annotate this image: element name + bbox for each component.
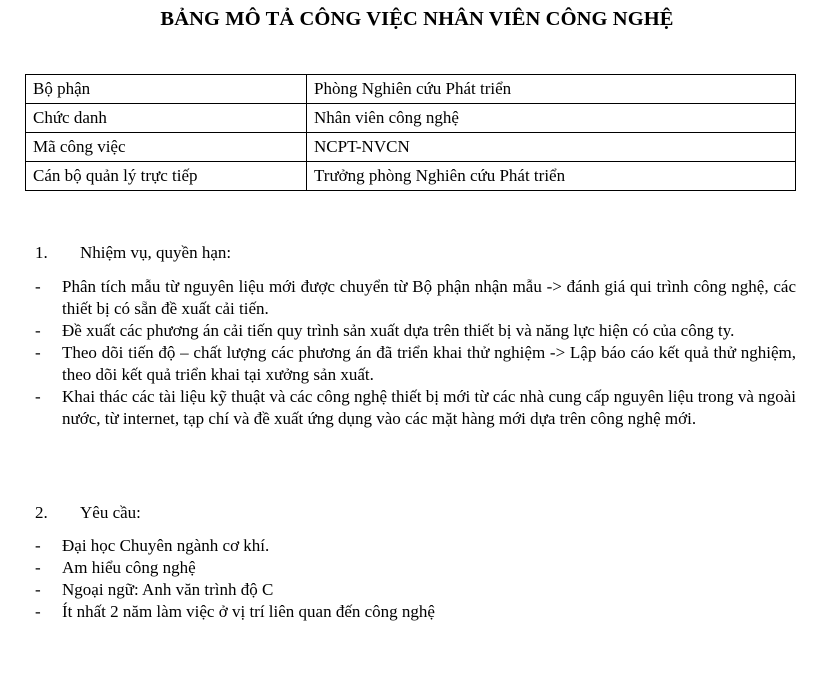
section-number: 2. [35,503,48,522]
job-title-label: Chức danh [26,104,307,133]
job-code-label: Mã công việc [26,133,307,162]
list-item [35,557,796,579]
table-row [26,162,796,191]
list-item-text: Khai thác các tài liệu kỹ thuật và các công nghệ thiết bị mới từ các nhà cung cấp nguyên liệu trong và ngoài nước, từ internet, tạp chí và đề xuất ứng dụng vào các mặt hàng mới dựa trên công nghệ mới. [62,387,796,428]
section-requirements-heading [35,502,141,524]
section-duties-heading [35,242,231,264]
section-heading: Nhiệm vụ, quyền hạn: [80,243,232,262]
manager-label: Cán bộ quản lý trực tiếp [26,162,307,191]
document-title: BẢNG MÔ TẢ CÔNG VIỆC NHÂN VIÊN CÔNG NGHỆ [160,8,674,30]
bullet-dash: - [35,536,41,555]
list-item-text: Đề xuất các phương án cải tiến quy trình sản xuất dựa trên thiết bị và năng lực hiện có của công ty. [62,321,735,340]
bullet-dash: - [35,602,41,621]
list-item [35,386,796,430]
list-item-text: Đại học Chuyên ngành cơ khí. [62,536,270,555]
requirements-list [35,535,796,623]
list-item [35,320,796,342]
job-info-table [25,74,796,191]
bullet-dash: - [35,343,41,362]
department-label: Bộ phận [26,75,307,104]
list-item-text: Theo dõi tiến độ – chất lượng các phương án đã triển khai thử nghiệm -> Lập báo cáo kết quả thử nghiệm, theo dõi kết quả triển khai tại xưởng sản xuất. [62,343,796,384]
bullet-dash: - [35,277,41,296]
table-row [26,75,796,104]
list-item [35,276,796,320]
list-item [35,579,796,601]
table-row [26,104,796,133]
job-title-value: Nhân viên công nghệ [307,104,796,133]
duties-list [35,276,796,430]
list-item-text: Phân tích mẫu từ nguyên liệu mới được chuyển từ Bộ phận nhận mẫu -> đánh giá qui trình công nghệ, các thiết bị có sẵn đề xuất cải tiến. [62,277,796,318]
section-heading: Yêu cầu: [80,503,141,522]
bullet-dash: - [35,321,41,340]
list-item-text: Ngoại ngữ: Anh văn trình độ C [62,580,274,599]
section-number: 1. [35,243,48,262]
list-item [35,535,796,557]
bullet-dash: - [35,580,41,599]
bullet-dash: - [35,558,41,577]
department-value: Phòng Nghiên cứu Phát triển [307,75,796,104]
table-row [26,133,796,162]
list-item [35,601,796,623]
list-item [35,342,796,386]
bullet-dash: - [35,387,41,406]
job-code-value: NCPT-NVCN [307,133,796,162]
manager-value: Trưởng phòng Nghiên cứu Phát triển [307,162,796,191]
list-item-text: Am hiểu công nghệ [62,558,196,577]
list-item-text: Ít nhất 2 năm làm việc ở vị trí liên quan đến công nghệ [62,602,435,621]
